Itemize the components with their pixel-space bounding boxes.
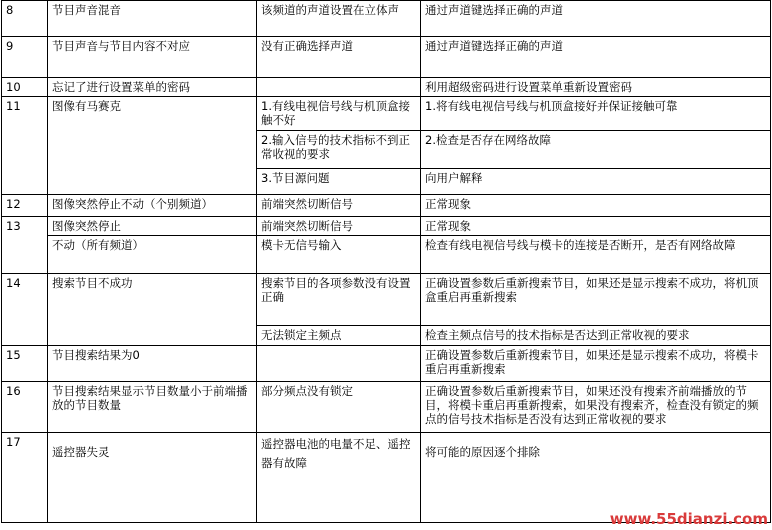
cause-cell: 无法锁定主频点 xyxy=(257,326,421,346)
table-row xyxy=(2,382,771,433)
table-row xyxy=(2,37,771,78)
solution-cell: 检查主频点信号的技术指标是否达到正常收视的要求 xyxy=(421,326,771,346)
solution-cell: 正确设置参数后重新搜索节目，如果还是显示搜索不成功，将机顶盒重启再重新搜索 xyxy=(421,274,771,326)
cause-cell: 没有正确选择声道 xyxy=(257,37,421,78)
cause-cell xyxy=(257,78,421,97)
solution-cell: 向用户解释 xyxy=(421,169,771,195)
row-number: 9 xyxy=(2,37,48,78)
table-row xyxy=(2,274,771,326)
cause-cell: 部分频点没有锁定 xyxy=(257,382,421,433)
table-row xyxy=(2,78,771,97)
row-number: 10 xyxy=(2,78,48,97)
solution-cell: 通过声道键选择正确的声道 xyxy=(421,37,771,78)
solution-cell: 将可能的原因逐个排除 xyxy=(421,433,771,523)
cause-cell: 模卡无信号输入 xyxy=(257,236,421,274)
cause-cell: 3.节目源问题 xyxy=(257,169,421,195)
problem-cell: 忘记了进行设置菜单的密码 xyxy=(48,78,257,97)
table-row xyxy=(2,433,771,523)
cause-cell xyxy=(257,346,421,382)
cause-cell: 2.输入信号的技术指标不到正常收视的要求 xyxy=(257,131,421,169)
site-watermark: www.55dianzi.com xyxy=(609,510,768,528)
problem-cell: 节目声音混音 xyxy=(48,1,257,37)
problem-cell: 节目搜索结果为0 xyxy=(48,346,257,382)
row-number: 8 xyxy=(2,1,48,37)
row-number: 17 xyxy=(2,433,48,523)
table-row xyxy=(2,346,771,382)
row-number: 13 xyxy=(2,217,48,274)
cause-cell: 遥控器电池的电量不足、遥控器有故障 xyxy=(257,433,421,523)
table-row xyxy=(2,97,771,131)
problem-cell: 图像突然停止不动（个别频道） xyxy=(48,195,257,217)
problem-cell: 节目声音与节目内容不对应 xyxy=(48,37,257,78)
table-row xyxy=(2,1,771,37)
row-number: 11 xyxy=(2,97,48,195)
cause-cell: 前端突然切断信号 xyxy=(257,217,421,236)
table-row xyxy=(2,195,771,217)
cause-cell: 搜索节目的各项参数没有设置正确 xyxy=(257,274,421,326)
solution-cell: 正确设置参数后重新搜索节目，如果还没有搜索齐前端播放的节目，将模卡重启再重新搜索，如果没有搜索齐，检查没有锁定的频点的信号技术指标是否没有达到正常收视的要求 xyxy=(421,382,771,433)
row-number: 14 xyxy=(2,274,48,346)
row-number: 16 xyxy=(2,382,48,433)
solution-cell: 1.将有线电视信号线与机顶盒接好并保证接触可靠 xyxy=(421,97,771,131)
table-row xyxy=(2,236,771,274)
problem-cell: 节目搜索结果显示节目数量小于前端播放的节目数量 xyxy=(48,382,257,433)
table-row xyxy=(2,217,771,236)
solution-cell: 检查有线电视信号线与模卡的连接是否断开，是否有网络故障 xyxy=(421,236,771,274)
cause-cell: 该频道的声道设置在立体声 xyxy=(257,1,421,37)
solution-cell: 2.检查是否存在网络故障 xyxy=(421,131,771,169)
solution-cell: 正常现象 xyxy=(421,217,771,236)
problem-cell: 不动（所有频道） xyxy=(48,236,257,274)
solution-cell: 通过声道键选择正确的声道 xyxy=(421,1,771,37)
problem-cell: 搜索节目不成功 xyxy=(48,274,257,346)
problem-cell: 图像有马赛克 xyxy=(48,97,257,195)
row-number: 12 xyxy=(2,195,48,217)
cause-cell: 前端突然切断信号 xyxy=(257,195,421,217)
row-number: 15 xyxy=(2,346,48,382)
solution-cell: 利用超级密码进行设置菜单重新设置密码 xyxy=(421,78,771,97)
solution-cell: 正确设置参数后重新搜索节目，如果还是显示搜索不成功，将模卡重启再重新搜索 xyxy=(421,346,771,382)
problem-cell: 图像突然停止 xyxy=(48,217,257,236)
solution-cell: 正常现象 xyxy=(421,195,771,217)
fault-table xyxy=(1,0,771,523)
problem-cell: 遥控器失灵 xyxy=(48,433,257,523)
cause-cell: 1.有线电视信号线与机顶盒接触不好 xyxy=(257,97,421,131)
